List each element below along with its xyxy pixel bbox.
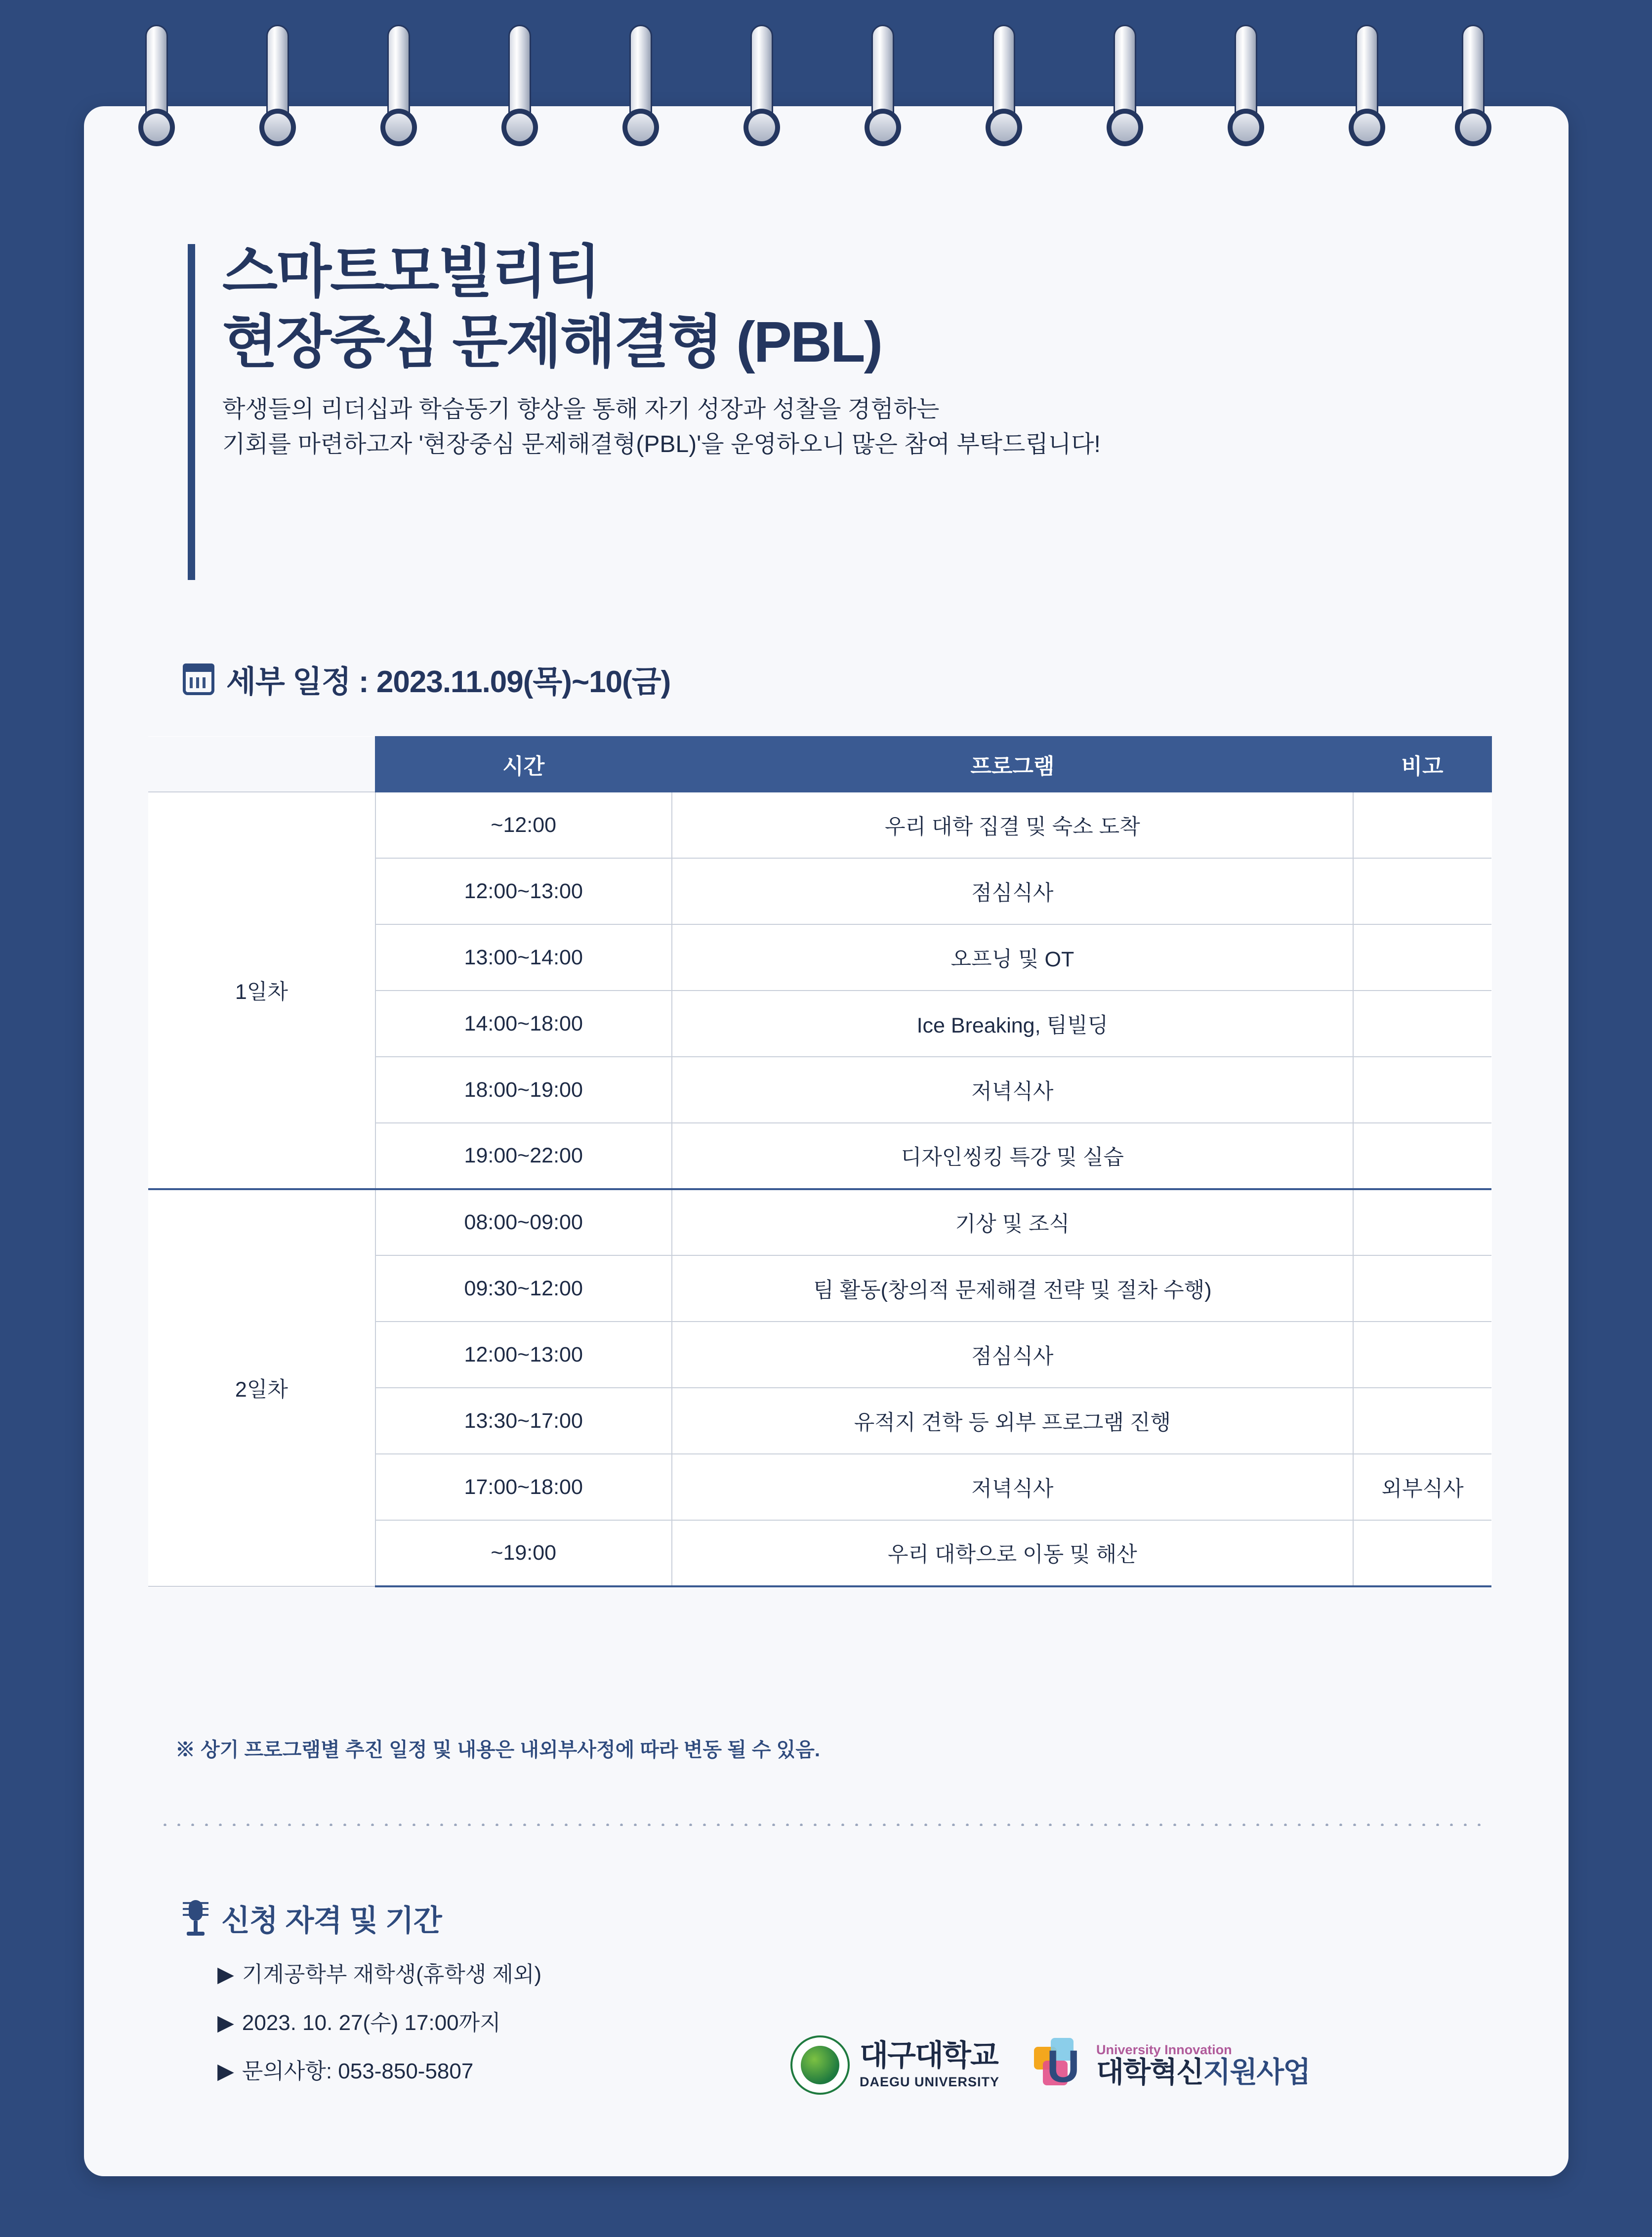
cell-note [1353, 924, 1491, 991]
list-item [217, 2005, 541, 2036]
cell-program: 유적지 견학 등 외부 프로그램 진행 [672, 1388, 1353, 1454]
cell-note [1353, 792, 1491, 858]
cell-time: 13:30~17:00 [375, 1388, 672, 1454]
page-title-line2: 현장중심 문제해결형 (PBL) [222, 309, 882, 374]
cell-time: ~12:00 [375, 792, 672, 858]
daegu-university-seal-icon [790, 2035, 850, 2095]
logo-row [790, 2035, 1310, 2095]
cell-time: 13:00~14:00 [375, 924, 672, 991]
cell-note [1353, 1388, 1491, 1454]
cell-program: Ice Breaking, 팀빌딩 [672, 991, 1353, 1057]
cell-program: 팀 활동(창의적 문제해결 전략 및 절차 수행) [672, 1255, 1353, 1322]
cell-note [1353, 1189, 1491, 1255]
bullet-marker-icon: ▶ [217, 1962, 234, 1987]
apply-list [217, 1956, 541, 2102]
title-accent-bar [188, 244, 195, 580]
university-innovation-name-kr-2: 지원사업 [1203, 2056, 1310, 2089]
cell-program: 기상 및 조식 [672, 1189, 1353, 1255]
daegu-university-logo [790, 2035, 999, 2095]
bullet-marker-icon: ▶ [217, 2059, 234, 2083]
table-header-time: 시간 [375, 737, 672, 792]
table-header-day [148, 737, 375, 792]
daegu-university-name-en: DAEGU UNIVERSITY [860, 2074, 1000, 2089]
list-item [217, 1956, 541, 1988]
cell-time: 08:00~09:00 [375, 1189, 672, 1255]
table-header-note: 비고 [1353, 737, 1491, 792]
subtitle-line2: 기회를 마련하고자 '현장중심 문제해결형(PBL)'을 운영하오니 많은 참여 부탁드립니다! [222, 431, 1101, 458]
cell-time: 09:30~12:00 [375, 1255, 672, 1322]
title-block [188, 237, 1452, 462]
university-innovation-mark-icon [1034, 2038, 1088, 2092]
cell-program: 오프닝 및 OT [672, 924, 1353, 991]
cell-program: 우리 대학 집결 및 숙소 도착 [672, 792, 1353, 858]
cell-note [1353, 991, 1491, 1057]
schedule-footnote: ※ 상기 프로그램별 추진 일정 및 내용은 내외부사정에 따라 변동 될 수 있음. [175, 1739, 821, 1761]
cell-time: 12:00~13:00 [375, 1322, 672, 1388]
u-letter: U [1047, 2041, 1080, 2092]
apply-heading-label: 신청 자격 및 기간 [221, 1904, 442, 1937]
day-label-1: 1일차 [148, 792, 375, 1189]
cell-time: 12:00~13:00 [375, 858, 672, 924]
university-innovation-name-en: University Innovation [1096, 2042, 1232, 2058]
schedule-table [148, 736, 1492, 1587]
table-header-program: 프로그램 [672, 737, 1353, 792]
cell-note [1353, 858, 1491, 924]
page-subtitle [222, 392, 1452, 462]
schedule-heading [183, 657, 670, 701]
schedule-heading-label: 세부 일정 : 2023.11.09(목)~10(금) [226, 665, 671, 699]
cell-note [1353, 1520, 1491, 1586]
calendar-icon [183, 663, 214, 695]
cell-time: 17:00~18:00 [375, 1454, 672, 1520]
cell-time: ~19:00 [375, 1520, 672, 1586]
cell-program: 디자인씽킹 특강 및 실습 [672, 1123, 1353, 1189]
day-label-2: 2일차 [148, 1189, 375, 1586]
subtitle-line1: 학생들의 리더십과 학습동기 향상을 통해 자기 성장과 성찰을 경험하는 [222, 396, 940, 423]
cell-time: 19:00~22:00 [375, 1123, 672, 1189]
apply-heading [183, 1897, 442, 1940]
list-item [217, 2053, 541, 2085]
cell-note [1353, 1057, 1491, 1123]
table-row [148, 1189, 1491, 1255]
microphone-icon [183, 1900, 208, 1937]
cell-note [1353, 1255, 1491, 1322]
university-innovation-logo [1034, 2038, 1310, 2092]
cell-program: 저녁식사 [672, 1057, 1353, 1123]
university-innovation-name-kr-1: 대학혁신 [1096, 2056, 1203, 2089]
list-item-label: 2023. 10. 27(수) 17:00까지 [242, 2011, 501, 2035]
table-row [148, 792, 1491, 858]
section-divider [158, 1823, 1482, 1826]
cell-time: 14:00~18:00 [375, 991, 672, 1057]
cell-program: 저녁식사 [672, 1454, 1353, 1520]
bullet-marker-icon: ▶ [217, 2011, 234, 2035]
cell-program: 점심식사 [672, 858, 1353, 924]
page-title-line1: 스마트모빌리티 [222, 240, 600, 304]
cell-time: 18:00~19:00 [375, 1057, 672, 1123]
list-item-label: 기계공학부 재학생(휴학생 제외) [242, 1962, 542, 1987]
cell-note [1353, 1123, 1491, 1189]
table-header-row [148, 737, 1491, 792]
cell-note [1353, 1322, 1491, 1388]
list-item-label: 문의사항: 053-850-5807 [242, 2059, 474, 2083]
daegu-university-name-kr: 대구대학교 [860, 2038, 998, 2072]
cell-program: 우리 대학으로 이동 및 해산 [672, 1520, 1353, 1586]
cell-program: 점심식사 [672, 1322, 1353, 1388]
cell-note: 외부식사 [1353, 1454, 1491, 1520]
